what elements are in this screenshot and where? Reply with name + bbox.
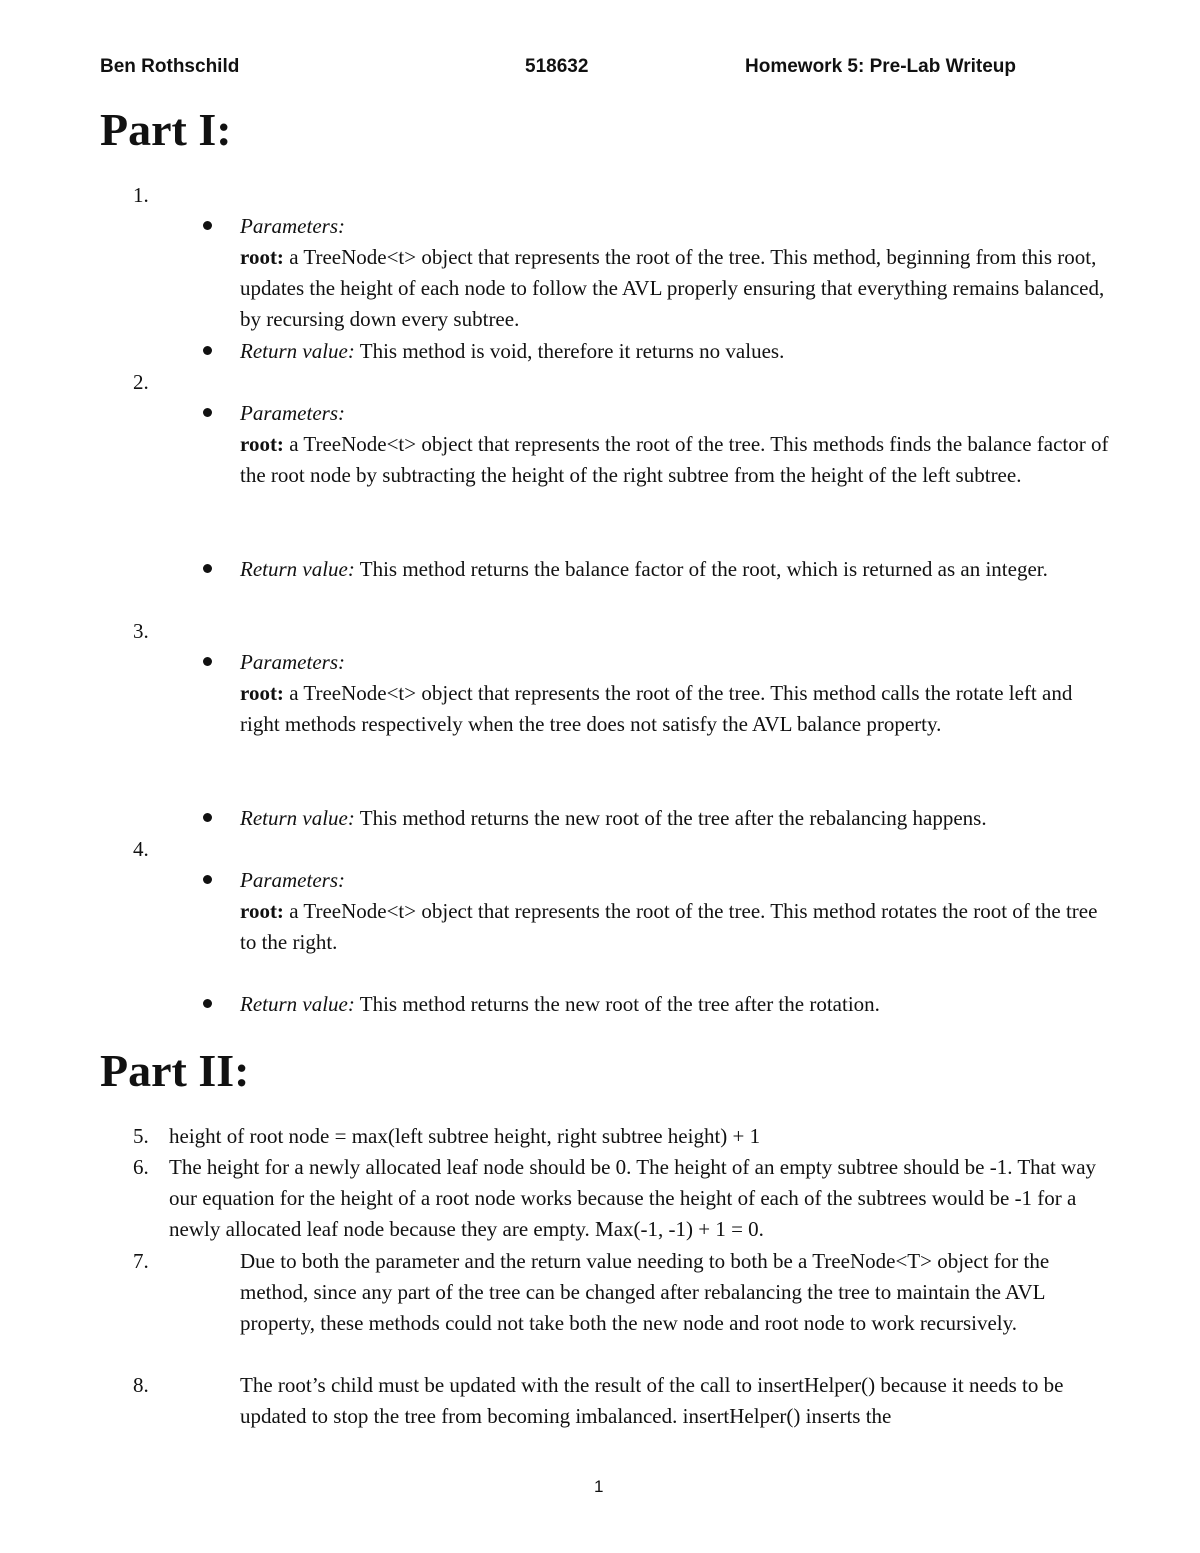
- item-number: 1.: [133, 183, 149, 207]
- param-name: root:: [240, 681, 284, 705]
- bullet: [203, 813, 212, 822]
- parameters-label: Parameters:: [240, 868, 345, 892]
- return-block: [240, 554, 1110, 585]
- header-student-id: 518632: [525, 56, 589, 77]
- part1-heading: Part I:: [100, 104, 232, 155]
- return-block: [240, 336, 1110, 367]
- parameters-block: [240, 398, 1110, 491]
- page-number: 1: [594, 1477, 604, 1496]
- answer-text: Due to both the parameter and the return value needing to both be a TreeNode<T> object for the method, since any part of the tree can be changed after rebalancing the tree to maintain the AVL property, these methods could not take both the new node and root node to work recursively.: [240, 1249, 1050, 1335]
- bullet: [203, 221, 212, 230]
- return-description: This method is void, therefore it returns no values.: [354, 339, 785, 363]
- return-description: This method returns the new root of the tree after the rebalancing happens.: [354, 806, 987, 830]
- param-name: root:: [240, 899, 284, 923]
- item-number: 3.: [133, 619, 149, 643]
- return-block: [240, 803, 1110, 834]
- item-number: 5.: [133, 1124, 149, 1148]
- return-label: Return value:: [240, 557, 355, 581]
- parameters-label: Parameters:: [240, 401, 345, 425]
- return-description: This method returns the new root of the tree after the rotation.: [354, 992, 880, 1016]
- return-label: Return value:: [240, 339, 355, 363]
- part2-heading: Part II:: [100, 1045, 250, 1096]
- bullet: [203, 564, 212, 573]
- header-author: Ben Rothschild: [100, 56, 240, 77]
- return-label: Return value:: [240, 992, 355, 1016]
- param-description: a TreeNode<t> object that represents the root of the tree. This methods finds the balance factor of the root node by subtracting the height of the right subtree from the height of the left subtree.: [240, 432, 1109, 487]
- param-name: root:: [240, 432, 284, 456]
- parameters-block: [240, 647, 1110, 740]
- param-name: root:: [240, 245, 284, 269]
- return-description: This method returns the balance factor of the root, which is returned as an integer.: [354, 557, 1048, 581]
- param-description: a TreeNode<t> object that represents the root of the tree. This method, beginning from this root, updates the height of each node to follow the AVL properly ensuring that everything remains balanced, by recursing down every subtree.: [240, 245, 1105, 331]
- bullet: [203, 999, 212, 1008]
- answer-text: The root’s child must be updated with the result of the call to insertHelper() because it needs to be updated to stop the tree from becoming imbalanced. insertHelper() inserts the: [240, 1373, 1064, 1428]
- param-description: a TreeNode<t> object that represents the root of the tree. This method calls the rotate left and right methods respectively when the tree does not satisfy the AVL balance property.: [240, 681, 1073, 736]
- bullet: [203, 657, 212, 666]
- return-label: Return value:: [240, 806, 355, 830]
- return-block: [240, 989, 1110, 1020]
- item-number: 6.: [133, 1155, 149, 1179]
- item-number: 2.: [133, 370, 149, 394]
- answer-text: height of root node = max(left subtree height, right subtree height) + 1: [169, 1124, 761, 1148]
- item-number: 7.: [133, 1249, 149, 1273]
- answer-text: The height for a newly allocated leaf node should be 0. The height of an empty subtree should be -1. That way our equation for the height of a root node works because the height of each of the subtrees would be -1 for a newly allocated leaf node because they are empty. Max(-1, -1) + 1 = 0.: [169, 1155, 1097, 1241]
- bullet: [203, 346, 212, 355]
- item-number: 4.: [133, 837, 149, 861]
- bullet: [203, 408, 212, 417]
- parameters-label: Parameters:: [240, 650, 345, 674]
- parameters-block: [240, 211, 1110, 335]
- parameters-block: [240, 865, 1110, 958]
- bullet: [203, 875, 212, 884]
- header-title: Homework 5: Pre-Lab Writeup: [745, 56, 1016, 77]
- parameters-label: Parameters:: [240, 214, 345, 238]
- param-description: a TreeNode<t> object that represents the root of the tree. This method rotates the root of the tree to the right.: [240, 899, 1098, 954]
- item-number: 8.: [133, 1373, 149, 1397]
